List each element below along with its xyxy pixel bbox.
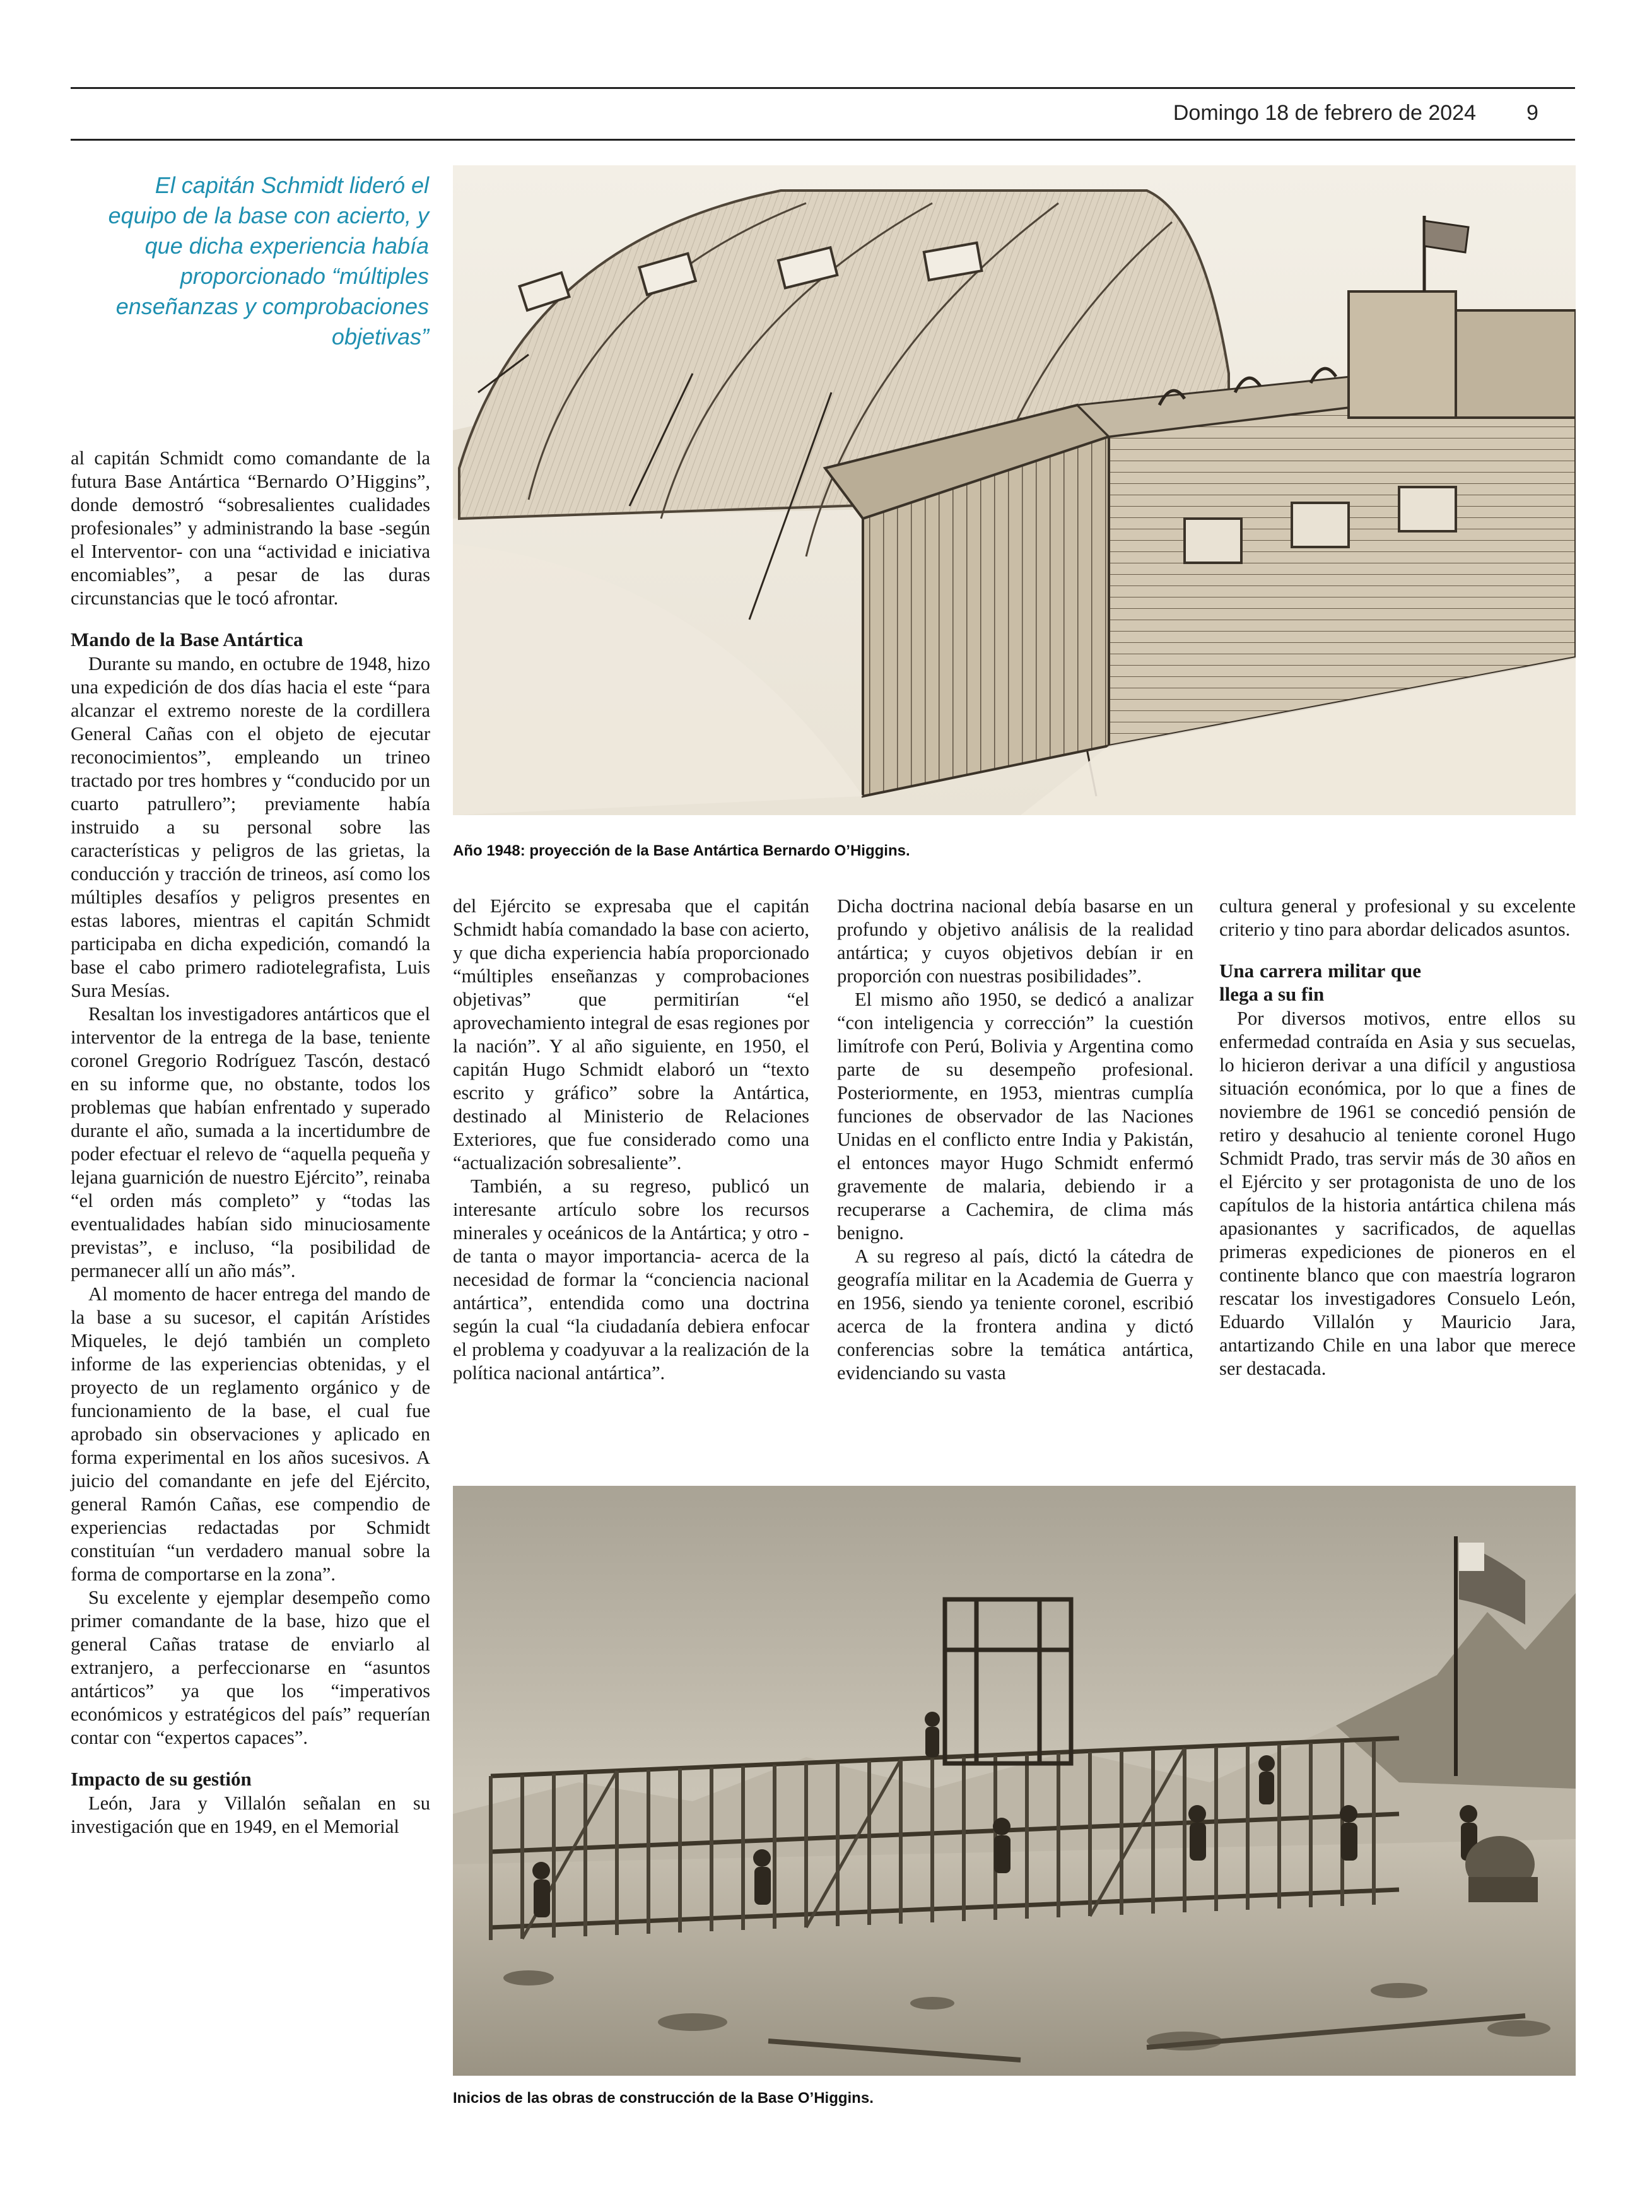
col3-paragraph: A su regreso al país, dictó la cátedra de geografía militar en la Academia de Guerra y en 1956, siendo ya teniente coronel, escribió acerca de la frontera andina y dictó conferencias sobre la temática antártica, evidenciando su vasta — [837, 1245, 1193, 1384]
base-sketch-svg — [453, 165, 1576, 815]
section-heading-impacto: Impacto de su gestión — [71, 1768, 252, 1790]
col3-paragraph: El mismo año 1950, se dedicó a analizar “con inteligencia y corrección” la cuestión limítrofe con Perú, Bolivia y Argentina como parte de su desempeño profesional. Posteriormente, en 1953, mientras cumplía funciones de observador de las Naciones Unidas en el conflicto entre India y Pakistán, el entonces mayor Hugo Schmidt enfermó gravemente de malaria, debiendo ir a recuperarse a Cachemira, de clima más benigno. — [837, 989, 1193, 1244]
base-illustration-1948 — [453, 165, 1576, 815]
pull-quote: El capitán Schmidt lideró el equipo de la base con acierto, y que dicha experiencia había proporcionado “múltiples enseñanzas y comprobaciones objetivas” — [108, 172, 429, 350]
top-photo-caption-text: Año 1948: proyección de la Base Antártica Bernardo O’Higgins. — [453, 842, 910, 859]
top-photo-caption — [453, 842, 1210, 860]
col1-paragraph: Al momento de hacer entrega del mando de la base a su sucesor, el capitán Arístides Miqueles, le dejó también un completo informe de las experiencias obtenidas, y el proyecto de un reglamento orgánico y de funcionamiento de la base, el cual fue aprobado sin observaciones y aplicado en forma experimental en los años sucesivos. A juicio del comandante en jefe del Ejército, general Ramón Cañas, ese compendio de experiencias redactadas por Schmidt constituían “un verdadero manual sobre la forma de comportarse en la zona”. — [71, 1283, 430, 1585]
construction-photo — [453, 1486, 1576, 2076]
col1-paragraph: Resaltan los investigadores antárticos que el interventor de la entrega de la base, teniente coronel Gregorio Rodríguez Tascón, destacó en su informe que, no obstante, todos los problemas que habían enfrentado y superado durante el año, sumada a la incertidumbre de poder efectuar el relevo de “aquella pequeña y lejana guarnición de nuestro Ejército”, reinaba “el orden más completo” y “todas las eventualidades habían sido minuciosamente previstas”, e incluso, “la posibilidad de permanecer allí un año más”. — [71, 1003, 430, 1281]
column-2 — [453, 895, 809, 1385]
construction-photo-svg — [453, 1486, 1576, 2076]
column-3 — [837, 895, 1193, 1385]
col1-paragraph: al capitán Schmidt como comandante de la futura Base Antártica “Bernardo O’Higgins”, donde demostró “sobresalientes cualidades profesionales” y administrando la base -según el Interventor- con una “actividad e iniciativa encomiables”, a pesar de las duras circunstancias que le tocó afrontar. — [71, 447, 430, 609]
column-1 — [71, 447, 430, 1838]
col4-paragraph: Por diversos motivos, entre ellos su enfermedad contraída en Asia y sus secuelas, lo hicieron derivar a una difícil y angustiosa situación económica, por lo que a fines de noviembre de 1961 se concedió pensión de retiro y desahucio al teniente coronel Hugo Schmidt Prado, tras servir más de 30 años en el Ejército y ser protagonista de uno de los capítulos de la historia antártica chilena más apasionantes y sacrificados, de aquellas primeras expediciones de pioneros en el continente blanco que con maestría lograron rescatar los investigadores Consuelo León, Eduardo Villalón y Mauricio Jara, antartizando Chile en una labor que merece ser destacada. — [1219, 1008, 1576, 1379]
page-number: 9 — [1526, 101, 1538, 125]
col1-paragraph: Durante su mando, en octubre de 1948, hizo una expedición de dos días hacia el este “para alcanzar el extremo noreste de la cordillera General Cañas con el objeto de ejecutar reconocimientos”, empleando un trineo tractado por tres hombres y “conducido por un cuarto patrullero”; previamente había instruido a su personal sobre las características y peligros de las grietas, la conducción y tracción de trineos, así como los múltiples desafíos y peligros presentes en estas labores, mientras el capitán Schmidt participaba en dicha expedición, comandó la base el cabo primero radiotelegrafista, Luis Sura Mesías. — [71, 653, 430, 1001]
col2-paragraph: También, a su regreso, publicó un interesante artículo sobre los recursos minerales y oceánicos de la Antártica; y otro -de tanta o mayor importancia- acerca de la necesidad de formar la “conciencia nacional antártica”, entendida como una doctrina según la cual “la ciudadanía debiera enfocar el problema y coadyuvar a la realización de la política nacional antártica”. — [453, 1175, 809, 1384]
col4-paragraph: cultura general y profesional y su excelente criterio y tino para abordar delicados asuntos. — [1219, 895, 1576, 940]
header-date: Domingo 18 de febrero de 2024 — [1173, 101, 1476, 125]
col2-paragraph: del Ejército se expresaba que el capitán Schmidt había comandado la base con acierto, y que dicha experiencia había proporcionado “múltiples enseñanzas y comprobaciones objetivas” que permitirían “el aprovechamiento integral de esas regiones por la nación”. Y al año siguiente, en 1950, el capitán Hugo Schmidt elaboró un “texto escrito y gráfico” sobre la Antártica, destinado al Ministerio de Relaciones Exteriores, que fue considerado como una “actualización sobresaliente”. — [453, 895, 809, 1174]
col1-paragraph: León, Jara y Villalón señalan en su investigación que en 1949, en el Memorial — [71, 1792, 430, 1837]
header-top-rule — [71, 87, 1575, 89]
header-bottom-rule — [71, 139, 1575, 141]
col1-paragraph: Su excelente y ejemplar desempeño como primer comandante de la base, hizo que el general Cañas tratase de enviarlo al extranjero, a perfeccionarse en “asuntos antárticos” ya que los “imperativos económicos y estratégicos del país” requerían contar con “expertos capaces”. — [71, 1587, 430, 1748]
col3-paragraph: Dicha doctrina nacional debía basarse en un profundo y objetivo análisis de la realidad antártica; y cuyos objetivos debían ir en proporción con nuestras posibilidades”. — [837, 895, 1193, 987]
section-heading-mando: Mando de la Base Antártica — [71, 628, 303, 650]
bottom-photo-caption-text: Inicios de las obras de construcción de la Base O’Higgins. — [453, 2090, 874, 2107]
bottom-photo-caption — [453, 2090, 1210, 2107]
section-heading-carrera: Una carrera militar que llega a su fin — [1219, 960, 1421, 1005]
column-4 — [1219, 895, 1576, 1380]
